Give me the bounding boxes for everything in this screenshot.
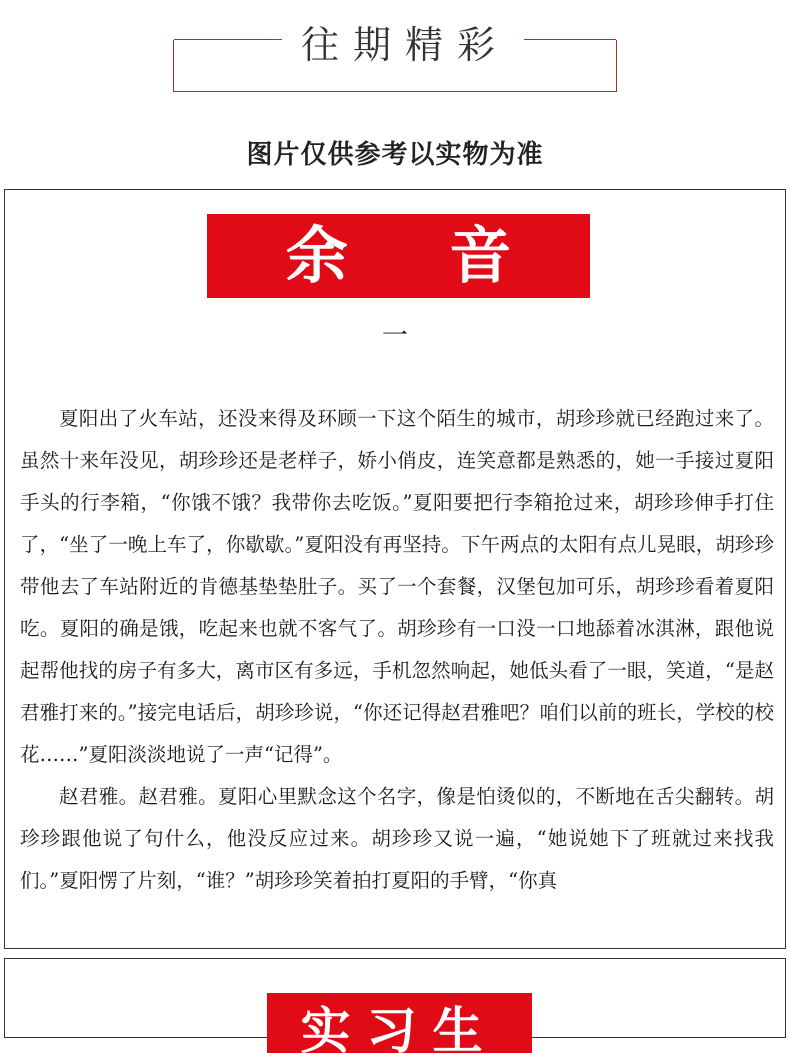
paragraph: 赵君雅。赵君雅。夏阳心里默念这个名字，像是怕烫似的，不断地在舌尖翻转。胡珍珍跟他说了句什么，他没反应过来。胡珍珍又说一遍，“她说她下了班就过来找我们。”夏阳愣了片刻，“谁？”胡珍珍笑着拍打夏阳的手臂，“你真 [20, 785, 774, 892]
book-title-banner: 余 音 [207, 214, 590, 298]
section-title: 往期精彩 [292, 18, 518, 72]
disclaimer-notice: 图片仅供参考以实物为准 [246, 140, 544, 170]
paragraph: 夏阳出了火车站，还没来得及环顾一下这个陌生的城市，胡珍珍就已经跑过来了。虽然十来年没见，胡珍珍还是老样子，娇小俏皮，连笑意都是熟悉的，她一手接过夏阳手头的行李箱，“你饿不饿？我带你去吃饭。”夏阳要把行李箱抢过来，胡珍珍伸手打住了，“坐了一晚上车了，你歇歇。”夏阳没有再坚持。下午两点的太阳有点儿晃眼，胡珍珍带他去了车站附近的肯德基垫垫肚子。买了一个套餐，汉堡包加可乐，胡珍珍看着夏阳吃。夏阳的确是饿，吃起来也就不客气了。胡珍珍有一口没一口地舔着冰淇淋，跟他说起帮他找的房子有多大，离市区有多远，手机忽然响起，她低头看了一眼，笑道，“是赵君雅打来的。”接完电话后，胡珍珍说，“你还记得赵君雅吧？咱们以前的班长，学校的校花……”夏阳淡淡地说了一声“记得”。 [20, 407, 774, 766]
excerpt-body [20, 398, 774, 902]
book-title-banner-2: 实习生 [267, 993, 532, 1053]
chapter-heading: 一 [381, 321, 408, 351]
